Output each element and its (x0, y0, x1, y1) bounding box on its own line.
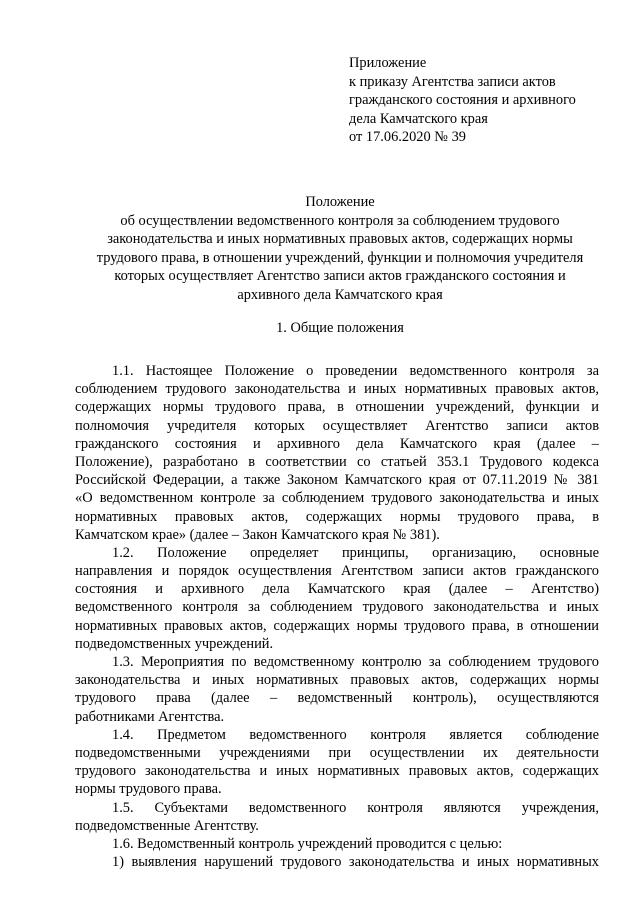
document-title (60, 193, 620, 305)
title-line: архивного дела Камчатского края (237, 286, 443, 303)
paragraph-line: 1) выявления нарушений трудового законодательства и иных нормативных (112, 854, 599, 871)
paragraph (75, 544, 599, 653)
paragraph-line: полномочия учредителя которых осуществляет Агентство записи актов (75, 417, 599, 434)
document-body (75, 362, 599, 871)
paragraph-line: трудового законодательства и иных нормативных правовых актов, содержащих (75, 763, 599, 780)
section-heading: 1. Общие положения (276, 320, 404, 336)
paragraph-line: 1.2. Положение определяет принципы, организацию, основные (112, 544, 599, 561)
paragraph-line: работниками Агентства. (75, 708, 225, 725)
paragraph-line: Российской Федерации, а также Законом Камчатского края от 07.11.2019 № 381 (75, 472, 599, 489)
attachment-line: гражданского состояния и архивного (349, 92, 576, 109)
paragraph-line: нормы трудового права. (75, 781, 222, 798)
paragraph-line: состояния и архивного дела Камчатского края (далее – Агентство) (75, 581, 599, 598)
paragraph-line: ведомственного контроля за соблюдением трудового законодательства и иных (75, 599, 599, 616)
paragraph-line: содержащих нормы трудового права, в отношении учреждений, функции и (75, 399, 599, 416)
paragraph-line: 1.5. Субъектами ведомственного контроля являются учреждения, (112, 799, 599, 816)
paragraph-line: трудового права (далее – ведомственный контроль), осуществляются (75, 690, 599, 707)
title-line: законодательства и иных нормативных правовых актов, содержащих нормы (107, 231, 573, 248)
paragraph-line: Камчатском крае» (далее – Закон Камчатского края № 381). (75, 526, 440, 543)
paragraph-line: Положение), разработано в соответствии со статьей 353.1 Трудового кодекса (75, 453, 599, 470)
paragraph-line: нормативных правовых актов, содержащих нормы трудового права, в (75, 508, 599, 525)
attachment-line: Приложение (349, 55, 427, 71)
paragraph-line: соблюдением трудового законодательства и иных нормативных правовых актов, (75, 381, 599, 398)
attachment-note (349, 54, 619, 147)
paragraph (75, 362, 599, 544)
paragraph (75, 835, 599, 853)
title-line: Положение (305, 194, 375, 210)
paragraph-line: подведомственные Агентству. (75, 817, 259, 834)
paragraph (75, 799, 599, 835)
paragraph (75, 853, 599, 871)
paragraph-line: подведомственных учреждений. (75, 635, 274, 652)
paragraph-line: 1.6. Ведомственный контроль учреждений проводится с целью: (112, 835, 503, 852)
paragraph-line: гражданского состояния и архивного дела Камчатского края (далее – (75, 435, 599, 452)
paragraph-line: подведомственными учреждениями при осуществлении их деятельности (75, 744, 599, 761)
title-line: трудового права, в отношении учреждений, функции и полномочия учредителя (96, 249, 584, 266)
title-line: об осуществлении ведомственного контроля за соблюдением трудового (120, 212, 560, 229)
title-line: которых осуществляет Агентство записи актов гражданского состояния и (114, 268, 566, 285)
paragraph-line: 1.4. Предметом ведомственного контроля является соблюдение (112, 726, 599, 743)
paragraph (75, 653, 599, 726)
attachment-line: к приказу Агентства записи актов (349, 73, 556, 90)
paragraph (75, 726, 599, 799)
paragraph-line: 1.3. Мероприятия по ведомственному контролю за соблюдением трудового (112, 654, 599, 670)
attachment-line: дела Камчатского края (349, 110, 488, 127)
paragraph-line: нормативных правовых актов, содержащих нормы трудового права, в отношении (75, 617, 599, 634)
paragraph-line: законодательства и иных нормативных правовых актов, содержащих нормы (75, 672, 599, 689)
paragraph-line: 1.1. Настоящее Положение о проведении ведомственного контроля за (112, 363, 599, 379)
attachment-line: от 17.06.2020 № 39 (349, 129, 466, 146)
paragraph-line: «О ведомственном контроле за соблюдением трудового законодательства и иных (75, 490, 599, 507)
paragraph-line: направления и порядок осуществления Агентством записи актов гражданского (75, 563, 599, 580)
